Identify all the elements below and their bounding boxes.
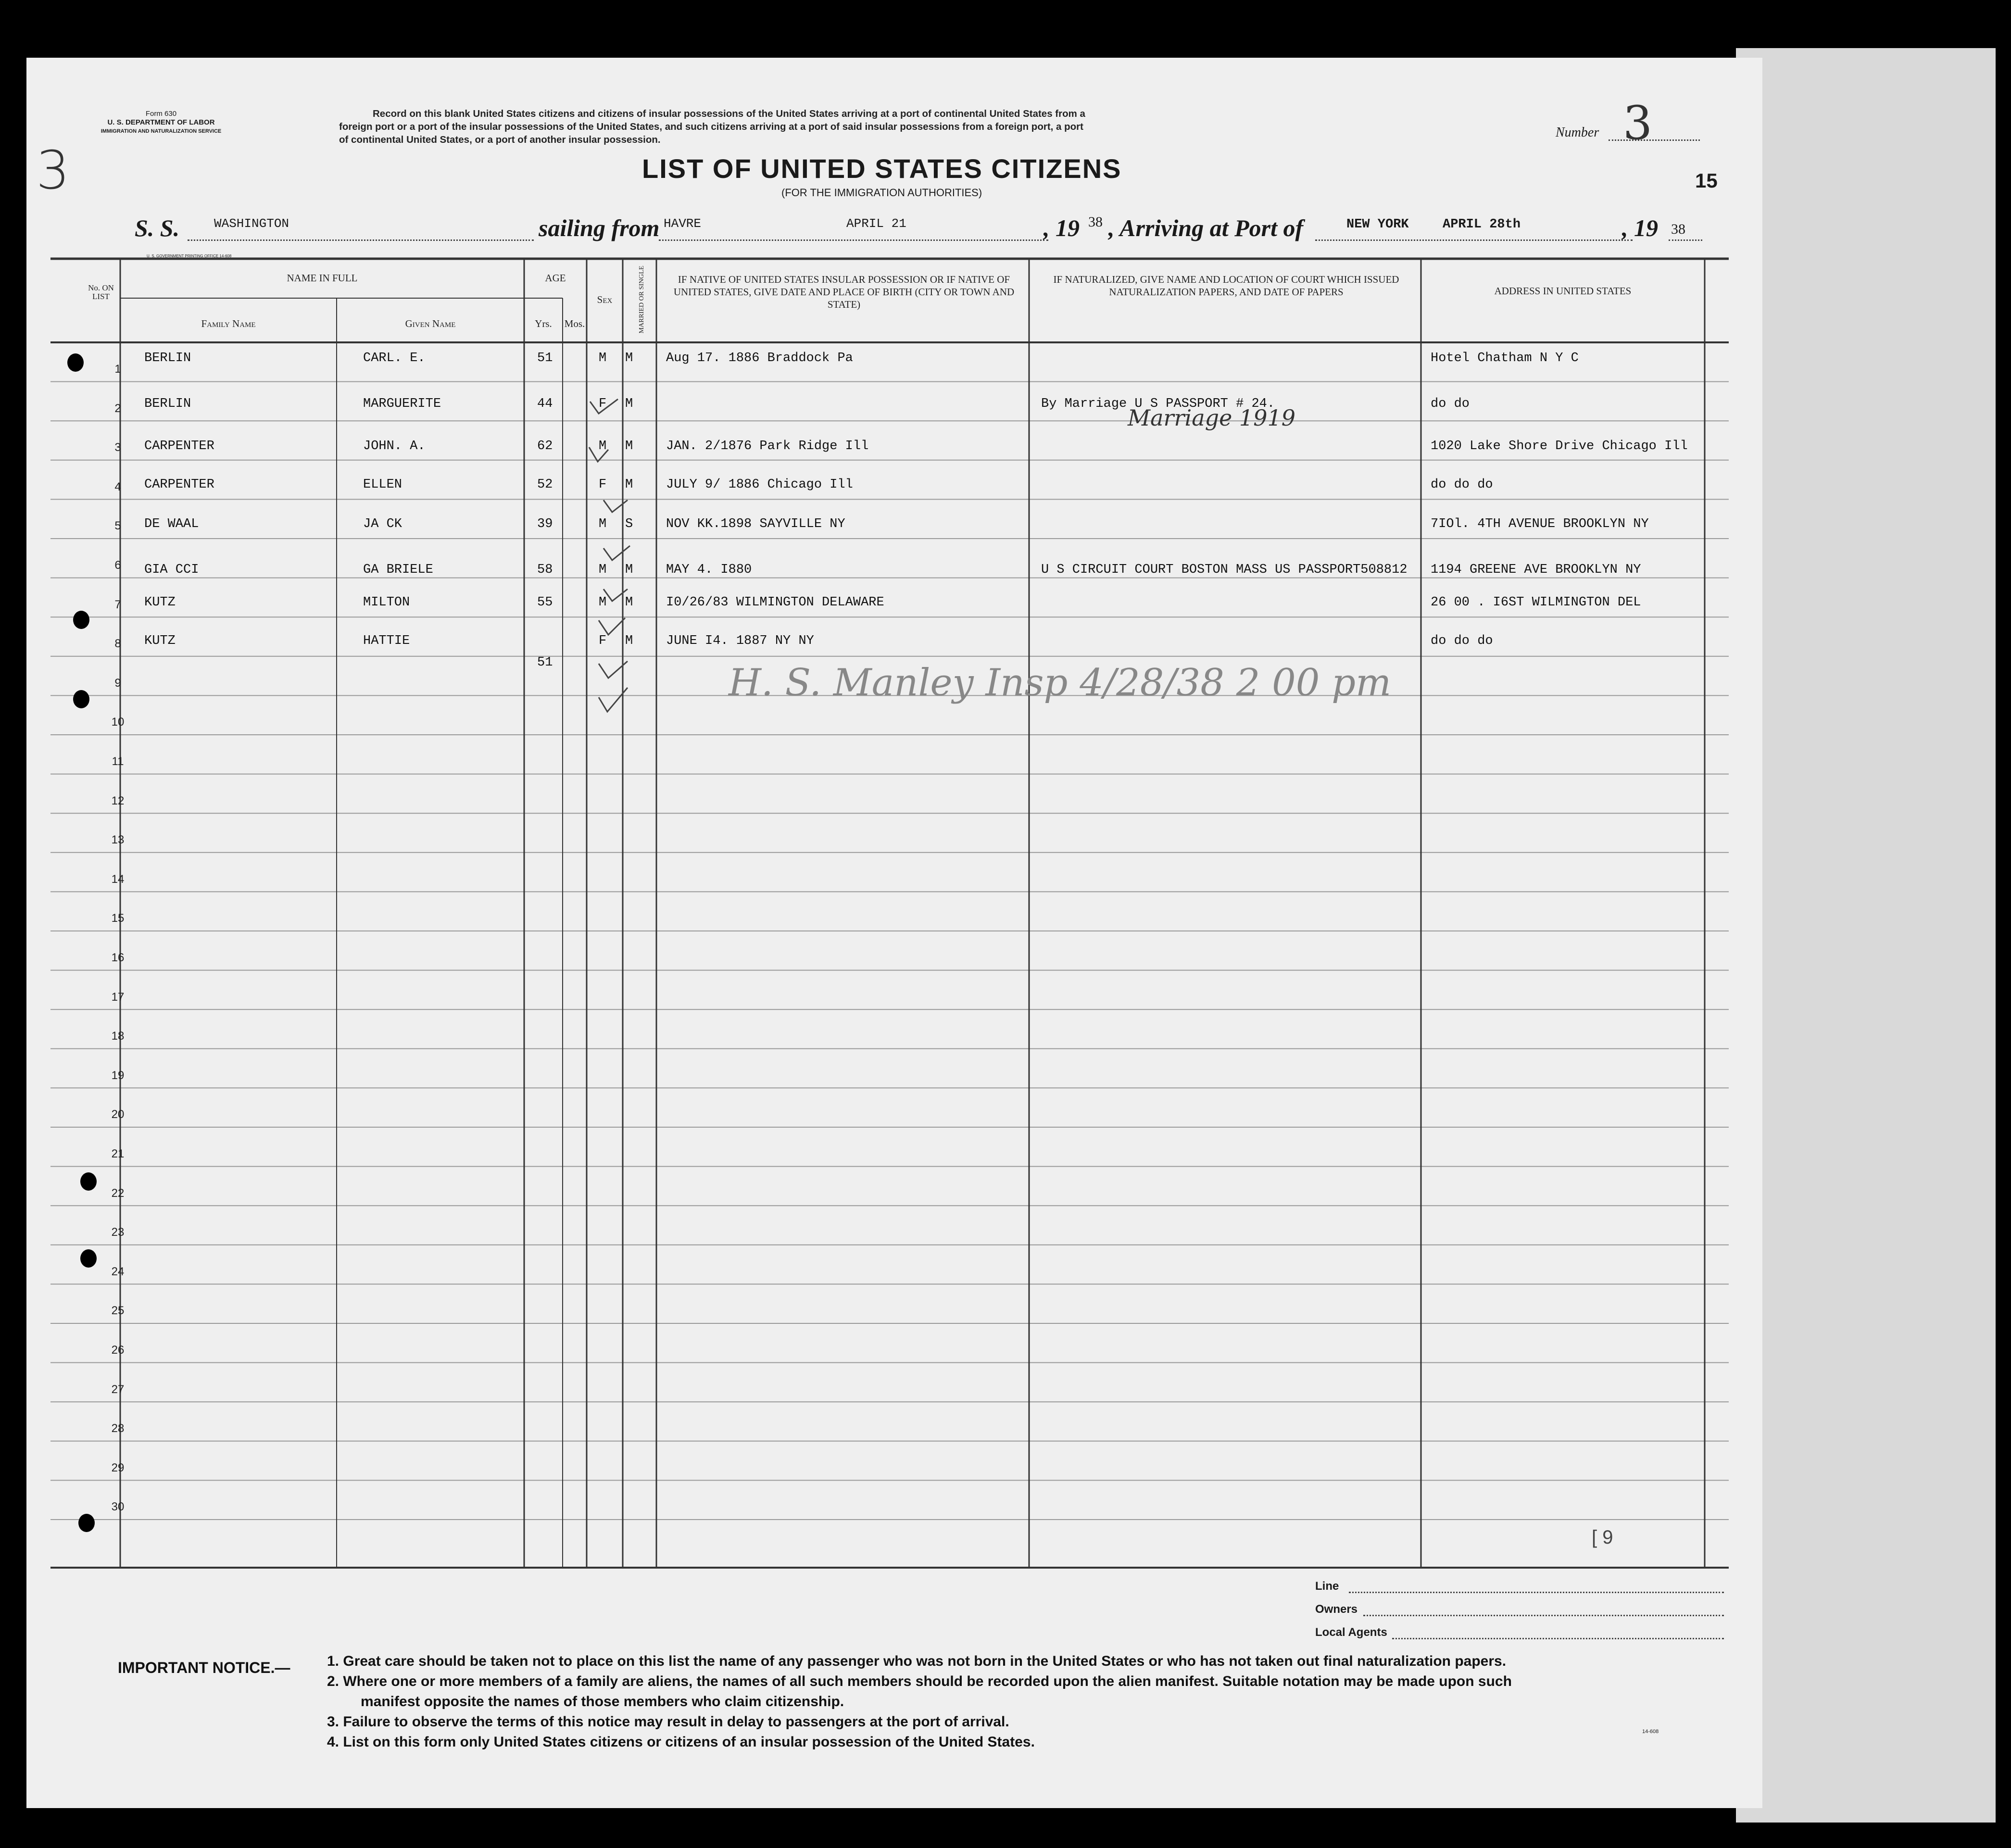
address: 1020 Lake Shore Drive Chicago Ill [1431,439,1688,453]
birth-info: JULY 9/ 1886 Chicago Ill [666,478,853,492]
number-label: Number [1556,125,1599,140]
birth-info: NOV KK.1898 SAYVILLE NY [666,517,845,531]
sex: M [599,351,607,365]
address: 26 00 . I6ST WILMINGTON DEL [1431,595,1641,610]
sailing-label: sailing from [539,214,660,241]
age-years: 62 [537,439,553,453]
family-name: KUTZ [144,634,176,648]
document-subtitle: (FOR THE IMMIGRATION AUTHORITIES) [781,187,982,199]
row-number: 20 [111,1108,125,1121]
instruction-line: foreign port or a port of the insular possessions of the United States, and such citizens arriving at a port of said insular possessions from a foreign port, a port [339,121,1083,132]
ship-name: WASHINGTON [214,216,289,231]
inspector-signature: H. S. Manley Insp 4/28/38 2 00 pm [729,661,1392,704]
sex: M [599,563,607,577]
year-prefix: , 19 [1043,214,1080,241]
row-number: 7 [114,598,121,611]
given-name: HATTIE [363,634,410,648]
row-number: 13 [111,833,125,847]
row-number: 11 [112,755,124,768]
address: do do [1431,397,1470,411]
family-name: BERLIN [144,351,191,365]
marital-status: S [625,517,633,531]
sex: F [599,634,607,648]
instruction-line: of continental United States, or a port of another insular possession. [339,134,661,145]
arrival-year: 38 [1671,221,1685,237]
col-naturalized: IF NATURALIZED, GIVE NAME AND LOCATION OF COURT WHICH ISSUED NATURALIZATION PAPERS, AND DATE OF PAPERS [1053,274,1399,298]
family-name: GIA CCI [144,563,199,577]
marital-status: M [625,634,633,648]
row-number: 10 [111,716,125,729]
col-given-name: Given Name [405,318,456,329]
departure-port: HAVRE [664,216,702,231]
naturalization-info: By Marriage U S PASSPORT # 24. [1041,397,1275,411]
notice-title: IMPORTANT NOTICE.— [118,1659,290,1676]
departure-year: 38 [1088,214,1103,230]
row-number: 28 [111,1422,125,1435]
row-number: 25 [111,1304,125,1318]
row-number: 4 [114,480,121,493]
punch-hole [73,690,89,708]
notice-3: 3. Failure to observe the terms of this notice may result in delay to passengers at the port of arrival. [327,1714,1009,1730]
row-number: 26 [111,1344,125,1357]
marriage-note: Marriage 1919 [1128,405,1295,431]
arrival-port: NEW YORK [1346,217,1409,232]
marital-status: M [625,439,633,453]
col-years: Yrs. [535,318,552,329]
notice-2: 2. Where one or more members of a family are aliens, the names of all such members should be recorded upon the alien manifest. Suitable notation may be made upon such [327,1673,1512,1689]
row-number: 12 [111,794,125,807]
given-name: ELLEN [363,478,402,492]
sex: M [599,595,607,610]
sex: M [599,517,607,531]
col-name-in-full: NAME IN FULL [287,272,358,284]
col-birth: IF NATIVE OF UNITED STATES INSULAR POSSESSION OR IF NATIVE OF UNITED STATES, GIVE DATE AND PLACE OF BIRTH (CITY OR TOWN AND STATE) [673,274,1015,310]
form-number: Form 630 [145,110,177,118]
marital-status: M [625,478,633,492]
row-number: 30 [111,1500,125,1514]
service-name: IMMIGRATION AND NATURALIZATION SERVICE [101,128,222,134]
birth-info: Aug 17. 1886 Braddock Pa [666,351,853,365]
row-number: 17 [111,990,125,1004]
row-number: 21 [111,1147,125,1160]
row-number: 27 [111,1383,125,1396]
col-address: ADDRESS IN UNITED STATES [1494,285,1632,297]
row-number: 14 [111,872,125,886]
age-years: 39 [537,517,553,531]
given-name: JOHN. A. [363,439,426,453]
birth-info: JUNE I4. 1887 NY NY [666,634,814,648]
given-name: MILTON [363,595,410,610]
row-number: 5 [114,519,121,533]
footer-code: 14-608 [1642,1729,1659,1735]
arrival-year-prefix: , 19 [1622,214,1658,241]
document-title: LIST OF UNITED STATES CITIZENS [642,153,1122,184]
birth-info: I0/26/83 WILMINGTON DELAWARE [666,595,884,610]
col-months: Mos. [564,318,585,329]
row-number: 15 [111,912,125,925]
notice-2-continued: manifest opposite the names of those members who claim citizenship. [361,1694,844,1710]
row-number: 2 [114,402,121,415]
ss-label: S. S. [135,214,180,241]
number-value: 3 [1623,96,1653,150]
given-name: MARGUERITE [363,397,441,411]
arrival-date: APRIL 28th [1443,217,1521,232]
arriving-label: , Arriving at Port of [1108,214,1304,241]
address: Hotel Chatham N Y C [1431,351,1579,365]
row-number: 3 [114,441,121,454]
row-number: 23 [111,1226,125,1239]
sex: M [599,439,607,453]
age-years: 51 [537,655,553,670]
family-name: DE WAAL [144,517,199,531]
local-agents-label: Local Agents [1315,1626,1387,1639]
row-number: 16 [111,951,125,964]
manifest-sheet [26,58,1762,1808]
punch-hole [73,611,89,629]
marital-status: M [625,563,633,577]
instruction-line: Record on this blank United States citizens and citizens of insular possessions of the United States arriving at a port of continental United States from a [373,108,1085,119]
naturalization-info: U S CIRCUIT COURT BOSTON MASS US PASSPORT508812 [1041,563,1408,577]
family-name: KUTZ [144,595,176,610]
family-name: BERLIN [144,397,191,411]
departure-date: APRIL 21 [846,216,906,231]
address: 7IOl. 4TH AVENUE BROOKLYN NY [1431,517,1649,531]
row-number: 1 [114,363,121,376]
line-label: Line [1315,1580,1339,1593]
sex: F [599,478,607,492]
marital-status: M [625,351,633,365]
owners-label: Owners [1315,1603,1358,1616]
page-number: 15 [1695,169,1718,192]
row-number: 18 [111,1030,125,1043]
age-years: 52 [537,478,553,492]
row-number: 8 [114,637,121,651]
tally-mark: [ 9 [1592,1527,1613,1548]
department: U. S. DEPARTMENT OF LABOR [107,118,215,126]
row-number: 24 [111,1265,125,1278]
age-years: 58 [537,563,553,577]
row-number: 9 [114,676,121,690]
col-family-name: Family Name [201,318,256,329]
punch-hole [80,1172,97,1191]
row-number: 29 [111,1461,125,1474]
checkmarks [584,341,661,726]
address: do do do [1431,634,1493,648]
birth-info: MAY 4. I880 [666,563,752,577]
family-name: CARPENTER [144,478,214,492]
col-married-single: MARRIED OR SINGLE [638,265,645,334]
marital-status: M [625,397,633,411]
underlying-page [1736,48,1996,1823]
family-name: CARPENTER [144,439,214,453]
given-name: JA CK [363,517,402,531]
sex: F [599,397,607,411]
row-number: 19 [111,1069,125,1082]
notice-1: 1. Great care should be taken not to place on this list the name of any passenger who was not born in the United States or who has not taken out final naturalization papers. [327,1653,1507,1669]
given-name: CARL. E. [363,351,426,365]
row-number: 6 [114,559,121,572]
printing-office: U. S. GOVERNMENT PRINTING OFFICE 14-608 [147,254,232,258]
marital-status: M [625,595,633,610]
address: 1194 GREENE AVE BROOKLYN NY [1431,563,1641,577]
punch-hole [78,1514,95,1532]
col-age: AGE [545,272,566,284]
age-years: 51 [537,351,553,365]
row-number: 22 [111,1186,125,1200]
age-years: 55 [537,595,553,610]
notice-4: 4. List on this form only United States citizens or citizens of an insular possession of the United States. [327,1734,1035,1750]
address: do do do [1431,478,1493,492]
birth-info: JAN. 2/1876 Park Ridge Ill [666,439,869,453]
col-sex: Sex [597,294,613,305]
age-years: 44 [537,397,553,411]
col-no-on-list: No. ON LIST [88,283,114,301]
punch-hole [80,1249,97,1268]
page-mark: 3 [36,139,70,201]
given-name: GA BRIELE [363,563,433,577]
punch-hole [67,353,84,372]
